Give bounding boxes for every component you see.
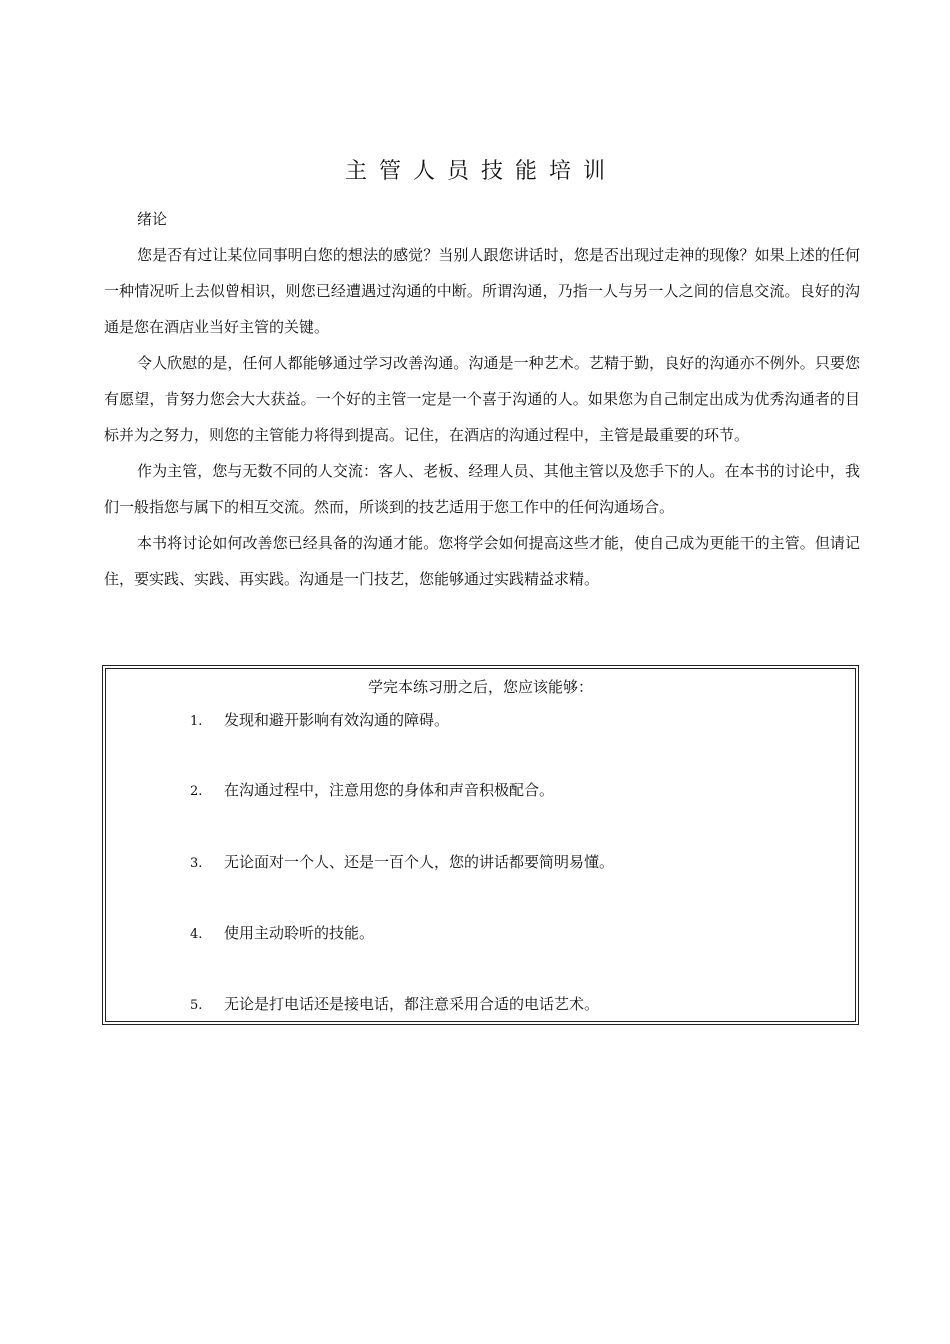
goal-text: 发现和避开影响有效沟通的障碍。 [224,711,450,729]
goal-text: 无论是打电话还是接电话，都注意采用合适的电话艺术。 [224,995,600,1013]
paragraph-4: 本书将讨论如何改善您已经具备的沟通才能。您将学会如何提高这些才能，使自己成为更能干的主管。但请记住，要实践、实践、再实践。沟通是一门技艺，您能够通过实践精益求精。 [104,534,860,588]
paragraph-2: 令人欣慰的是，任何人都能够通过学习改善沟通。沟通是一种艺术。艺精于勤，良好的沟通亦不例外。只要您有愿望，肯努力您会大大获益。一个好的主管一定是一个喜于沟通的人。如果您为自己制定出成为优秀沟通者的目标并为之努力，则您的主管能力将得到提高。记住，在酒店的沟通过程中，主管是最重要的环节。 [104,354,860,444]
learning-goals-heading: 学完本练习册之后，您应该能够： [367,678,593,696]
paragraph-1: 您是否有过让某位同事明白您的想法的感觉？当别人跟您讲话时，您是否出现过走神的现像？如果上述的任何一种情况听上去似曾相识，则您已经遭遇过沟通的中断。所谓沟通，乃指一人与另一人之间的信息交流。良好的沟通是您在酒店业当好主管的关键。 [104,246,860,336]
paragraph-3: 作为主管，您与无数不同的人交流：客人、老板、经理人员、其他主管以及您手下的人。在本书的讨论中，我们一般指您与属下的相互交流。然而，所谈到的技艺适用于您工作中的任何沟通场合。 [104,462,860,516]
learning-goals-box [102,665,859,1025]
goal-text: 在沟通过程中，注意用您的身体和声音积极配合。 [224,781,555,799]
goal-number: 3. [190,856,203,871]
goal-number: 5. [190,998,203,1013]
goal-item-5 [190,994,599,1016]
goal-item-2 [190,780,554,802]
section-heading: 绪论 [137,210,168,228]
goal-number: 2. [190,784,203,799]
goal-text: 无论面对一个人、还是一百个人，您的讲话都要简明易懂。 [224,853,615,871]
goal-text: 使用主动聆听的技能。 [224,924,375,942]
goal-item-3 [190,852,614,874]
document-body [104,205,860,597]
goal-number: 4. [190,927,203,942]
goal-item-1 [190,710,449,732]
learning-goals-inner-border [105,668,856,1022]
goal-item-4 [190,923,374,945]
document-title: 主管人员技能培训 [344,159,617,184]
goal-number: 1. [190,714,203,729]
